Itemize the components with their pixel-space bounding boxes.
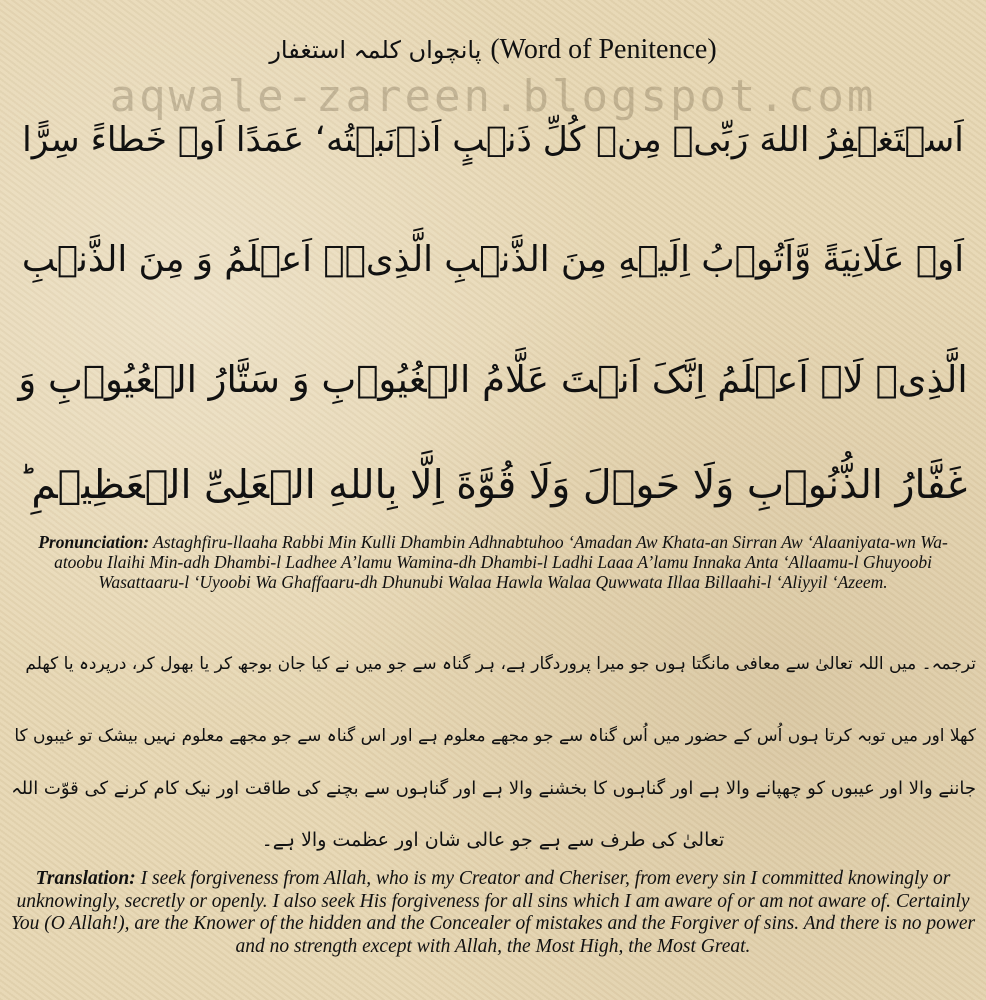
urdu-translation-line-3: جاننے والا اور عیبوں کو چھپانے والا ہے اور گناہوں کا بخشنے والا ہے اور گناہوں سے بچنے کی طاقت اور نیک کام کرنے کی قوّت اللہ bbox=[11, 778, 976, 799]
urdu-translation-line-4: تعالیٰ کی طرف سے ہے جو عالی شان اور عظمت والا ہے۔ bbox=[261, 829, 725, 851]
urdu-translation-line-1: ترجمہ۔ میں اللہ تعالیٰ سے معافی مانگتا ہوں جو میرا پروردگار ہے، ہر گناہ سے جو میں نے کیا جان بوجھ کر یا بھول کر، درپردہ یا کھلم bbox=[25, 654, 976, 674]
watermark-text: aqwale-zareen.blogspot.com bbox=[109, 71, 877, 122]
arabic-line-1: اَسۡتَغۡفِرُ اللهَ رَبِّیۡ مِنۡ کُلِّ ذَنۡبٍ اَذۡنَبۡتُه‘ عَمَدًا اَوۡ خَطاءً سِرًّا bbox=[22, 120, 964, 160]
page-title bbox=[0, 32, 986, 67]
pronunciation-label: Pronunciation: bbox=[38, 532, 150, 552]
translation-label: Translation: bbox=[35, 868, 136, 889]
urdu-translation-line-2: کھلا اور میں توبہ کرتا ہوں اُس کے حضور میں اُس گناہ سے جو مجھے معلوم ہے اور اس گناہ سے جو مجھے معلوم نہیں بیشک تو غیبوں کا bbox=[14, 726, 976, 746]
arabic-line-3: الَّذِیۡ لَاۤ اَعۡلَمُ اِنَّکَ اَنۡتَ عَلَّامُ الۡغُیُوۡبِ وَ سَتَّارُ الۡعُیُوۡبِ وَ bbox=[18, 358, 968, 401]
title-english: (Word of Penitence) bbox=[490, 34, 717, 65]
title-urdu: پانچواں کلمہ استغفار bbox=[269, 36, 482, 64]
translation-text: I seek forgiveness from Allah, who is my Creator and Cheriser, from every sin I committed knowingly or unknowingly, secretly or openly. I also seek His forgiveness for all sins which I am aware of or am not aware of. Certainly You (O Allah!), are the Knower of the hidden and the Concealer of mistakes and the Forgiver of sins. And there is no power and no strength except with Allah, the Most High, the Most Great. bbox=[10, 868, 976, 957]
arabic-line-4: غَفَّارُ الذُّنُوۡبِ وَلَا حَوۡلَ وَلَا قُوَّةَ اِلَّا بِاللهِ الۡعَلِیِّ الۡعَظِیۡمِ ؕ bbox=[18, 462, 968, 508]
pronunciation-paragraph bbox=[14, 532, 972, 592]
pronunciation-text: Astaghfiru-llaaha Rabbi Min Kulli Dhambin Adhnabtuhoo ‘Amadan Aw Khata-an Sirran Aw ‘Alaaniyata-wn Wa-atoobu Ilaihi Min-adh Dhambi-l Ladhee A’lamu Wamina-dh Dhambi-l Ladhi Laaa A’lamu Innaka Anta ‘Allaamu-l Ghuyoobi Wasattaaru-l ‘Uyoobi Wa Ghaffaaru-dh Dhunubi Walaa Hawla Walaa Quwwata Illaa Billaahi-l ‘Aliyyil ‘Azeem. bbox=[54, 532, 948, 592]
arabic-line-2: اَوۡ عَلَانِیَةً وَّاَتُوۡبُ اِلَیۡهِ مِنَ الذَّنۡبِ الَّذِیۡۤ اَعۡلَمُ وَ مِنَ الذَّنۡبِ bbox=[21, 239, 965, 280]
translation-paragraph bbox=[8, 868, 978, 958]
